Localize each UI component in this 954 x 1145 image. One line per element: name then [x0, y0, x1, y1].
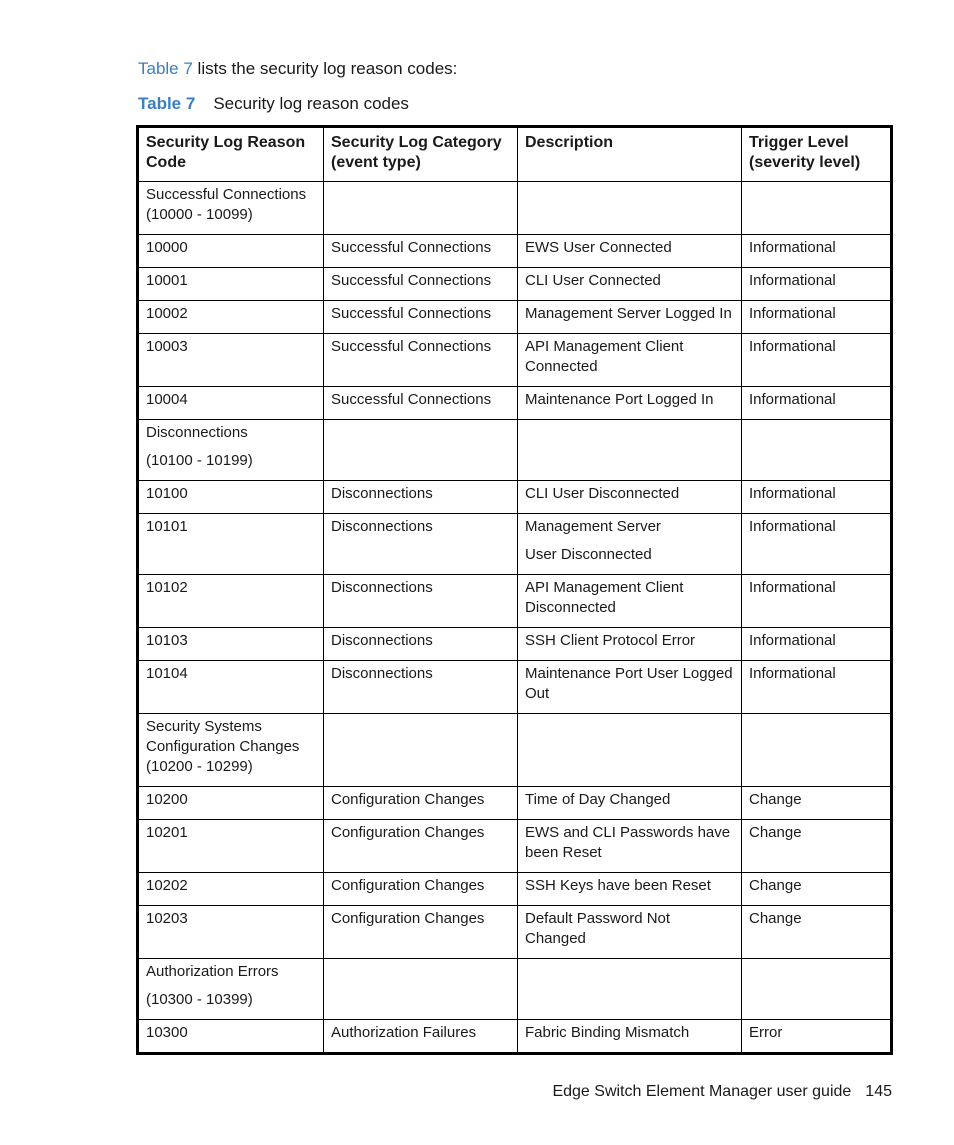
cell-category — [324, 387, 518, 420]
cell-description — [518, 628, 742, 661]
cell-trigger-level — [742, 481, 892, 514]
cell-reason-code — [138, 481, 324, 514]
cell-text: SSH Client Protocol Error — [525, 632, 696, 649]
cell-category — [324, 334, 518, 387]
cell-description — [518, 268, 742, 301]
cell-category — [324, 1020, 518, 1054]
intro-paragraph — [138, 58, 457, 80]
cell-text: Time of Day Changed — [525, 791, 671, 808]
table-row — [138, 661, 892, 714]
page-number: 145 — [865, 1083, 892, 1100]
cell-trigger-level — [742, 420, 892, 481]
header-trigger-level: Trigger Level (severity level) — [742, 127, 892, 182]
cell-text: 10002 — [146, 305, 188, 322]
cell-text: Informational — [749, 632, 836, 649]
cell-category — [324, 481, 518, 514]
cell-description — [518, 420, 742, 481]
cell-text: Successful Connections — [331, 391, 492, 408]
cell-text: Successful Connections — [331, 305, 492, 322]
cell-category — [324, 906, 518, 959]
cell-text: Informational — [749, 391, 836, 408]
cell-trigger-level — [742, 268, 892, 301]
cell-reason-code — [138, 420, 324, 481]
cell-text: Successful Connections (10000 - 10099) — [146, 186, 307, 223]
table-reference-link[interactable]: Table 7 — [138, 59, 193, 78]
cell-text: Disconnections — [331, 485, 433, 502]
cell-text: API Management Client Connected — [525, 338, 684, 375]
cell-text: 10001 — [146, 272, 188, 289]
cell-reason-code — [138, 575, 324, 628]
table-row — [138, 514, 892, 575]
table-row — [138, 301, 892, 334]
cell-description — [518, 906, 742, 959]
cell-reason-code — [138, 661, 324, 714]
cell-text: 10104 — [146, 665, 188, 682]
cell-reason-code — [138, 820, 324, 873]
cell-reason-code — [138, 235, 324, 268]
cell-text: Configuration Changes — [331, 791, 485, 808]
cell-text: 10201 — [146, 824, 188, 841]
cell-description — [518, 235, 742, 268]
cell-text: Configuration Changes — [331, 877, 485, 894]
cell-reason-code — [138, 787, 324, 820]
cell-reason-code — [138, 873, 324, 906]
cell-text: 10101 — [146, 518, 188, 535]
cell-text: Default Password Not Changed — [525, 910, 671, 947]
cell-trigger-level — [742, 787, 892, 820]
cell-trigger-level — [742, 714, 892, 787]
table-caption — [138, 93, 409, 115]
table-body — [138, 182, 892, 1054]
cell-category — [324, 575, 518, 628]
cell-text: 10100 — [146, 485, 188, 502]
header-reason-code: Security Log Reason Code — [138, 127, 324, 182]
cell-text: 10003 — [146, 338, 188, 355]
table-row — [138, 959, 892, 1020]
cell-trigger-level — [742, 661, 892, 714]
footer-title: Edge Switch Element Manager user guide — [552, 1083, 852, 1100]
table-row — [138, 235, 892, 268]
cell-text: EWS and CLI Passwords have been Reset — [525, 824, 731, 861]
cell-reason-code — [138, 906, 324, 959]
cell-text: 10202 — [146, 877, 188, 894]
cell-reason-code — [138, 334, 324, 387]
cell-text: Informational — [749, 338, 836, 355]
table-row — [138, 906, 892, 959]
cell-text: (10100 - 10199) — [146, 452, 253, 469]
cell-text: Informational — [749, 305, 836, 322]
cell-text: Successful Connections — [331, 239, 492, 256]
cell-trigger-level — [742, 514, 892, 575]
table-header-row — [138, 127, 892, 182]
table-caption-title: Security log reason codes — [213, 94, 409, 113]
cell-text: EWS User Connected — [525, 239, 672, 256]
cell-reason-code — [138, 301, 324, 334]
cell-trigger-level — [742, 334, 892, 387]
intro-text: lists the security log reason codes: — [192, 59, 458, 78]
cell-description — [518, 1020, 742, 1054]
cell-text: Management Server — [525, 518, 661, 535]
cell-description — [518, 301, 742, 334]
cell-category — [324, 301, 518, 334]
cell-trigger-level — [742, 387, 892, 420]
cell-text: Authorization Failures — [331, 1024, 477, 1041]
cell-text: SSH Keys have been Reset — [525, 877, 711, 894]
table-row — [138, 420, 892, 481]
cell-reason-code — [138, 182, 324, 235]
cell-trigger-level — [742, 182, 892, 235]
cell-text: Change — [749, 791, 802, 808]
cell-reason-code — [138, 1020, 324, 1054]
cell-text: Disconnections — [331, 579, 433, 596]
cell-text: (10300 - 10399) — [146, 991, 253, 1008]
cell-text: 10102 — [146, 579, 188, 596]
cell-text: Maintenance Port User Logged Out — [525, 665, 733, 702]
cell-category — [324, 959, 518, 1020]
page-footer — [552, 1082, 892, 1102]
cell-text: Informational — [749, 485, 836, 502]
cell-text: Disconnections — [331, 632, 433, 649]
cell-text: Fabric Binding Mismatch — [525, 1024, 690, 1041]
cell-category — [324, 420, 518, 481]
cell-description — [518, 182, 742, 235]
cell-text: Successful Connections — [331, 272, 492, 289]
table-row — [138, 268, 892, 301]
cell-text: Authorization Errors — [146, 963, 279, 980]
table-row — [138, 714, 892, 787]
cell-trigger-level — [742, 235, 892, 268]
cell-description — [518, 514, 742, 575]
cell-description — [518, 959, 742, 1020]
cell-description — [518, 481, 742, 514]
cell-category — [324, 661, 518, 714]
cell-category — [324, 787, 518, 820]
table-caption-label: Table 7 — [138, 94, 196, 113]
cell-category — [324, 514, 518, 575]
table-row — [138, 820, 892, 873]
cell-text: Maintenance Port Logged In — [525, 391, 714, 408]
cell-reason-code — [138, 628, 324, 661]
cell-description — [518, 387, 742, 420]
cell-description — [518, 714, 742, 787]
cell-text: Disconnections — [146, 424, 248, 441]
cell-trigger-level — [742, 906, 892, 959]
cell-category — [324, 873, 518, 906]
cell-text: Disconnections — [331, 518, 433, 535]
cell-description — [518, 661, 742, 714]
table-row — [138, 628, 892, 661]
cell-text: Configuration Changes — [331, 910, 485, 927]
cell-description — [518, 334, 742, 387]
cell-trigger-level — [742, 959, 892, 1020]
table-row — [138, 334, 892, 387]
cell-category — [324, 268, 518, 301]
cell-text: Change — [749, 910, 802, 927]
cell-text: 10300 — [146, 1024, 188, 1041]
security-log-table — [136, 125, 893, 1055]
cell-text: Successful Connections — [331, 338, 492, 355]
cell-text: Informational — [749, 579, 836, 596]
table-row — [138, 873, 892, 906]
cell-reason-code — [138, 268, 324, 301]
cell-category — [324, 820, 518, 873]
cell-text: 10203 — [146, 910, 188, 927]
header-description: Description — [518, 127, 742, 182]
cell-text: 10004 — [146, 391, 188, 408]
cell-reason-code — [138, 514, 324, 575]
header-category: Security Log Category (event type) — [324, 127, 518, 182]
cell-text: CLI User Disconnected — [525, 485, 680, 502]
cell-trigger-level — [742, 873, 892, 906]
cell-category — [324, 714, 518, 787]
cell-text: Informational — [749, 272, 836, 289]
cell-text: User Disconnected — [525, 546, 652, 563]
cell-text: Security Systems Configuration Changes (10200 - 10299) — [146, 718, 300, 775]
cell-reason-code — [138, 959, 324, 1020]
cell-reason-code — [138, 714, 324, 787]
cell-text: Informational — [749, 665, 836, 682]
cell-trigger-level — [742, 820, 892, 873]
cell-text: 10103 — [146, 632, 188, 649]
cell-text: Informational — [749, 518, 836, 535]
cell-text: Change — [749, 877, 802, 894]
cell-text: Management Server Logged In — [525, 305, 732, 322]
cell-description — [518, 787, 742, 820]
cell-category — [324, 628, 518, 661]
cell-reason-code — [138, 387, 324, 420]
cell-text: 10000 — [146, 239, 188, 256]
table-row — [138, 787, 892, 820]
table-row — [138, 182, 892, 235]
cell-trigger-level — [742, 575, 892, 628]
cell-text: Error — [749, 1024, 783, 1041]
cell-trigger-level — [742, 1020, 892, 1054]
cell-description — [518, 820, 742, 873]
cell-category — [324, 182, 518, 235]
table-row — [138, 481, 892, 514]
cell-description — [518, 575, 742, 628]
cell-description — [518, 873, 742, 906]
cell-text: CLI User Connected — [525, 272, 661, 289]
cell-text: 10200 — [146, 791, 188, 808]
cell-trigger-level — [742, 301, 892, 334]
cell-category — [324, 235, 518, 268]
cell-text: Change — [749, 824, 802, 841]
cell-text: API Management Client Disconnected — [525, 579, 684, 616]
cell-text: Informational — [749, 239, 836, 256]
table-row — [138, 575, 892, 628]
table-row — [138, 387, 892, 420]
cell-trigger-level — [742, 628, 892, 661]
cell-text: Disconnections — [331, 665, 433, 682]
cell-text: Configuration Changes — [331, 824, 485, 841]
table-row — [138, 1020, 892, 1054]
